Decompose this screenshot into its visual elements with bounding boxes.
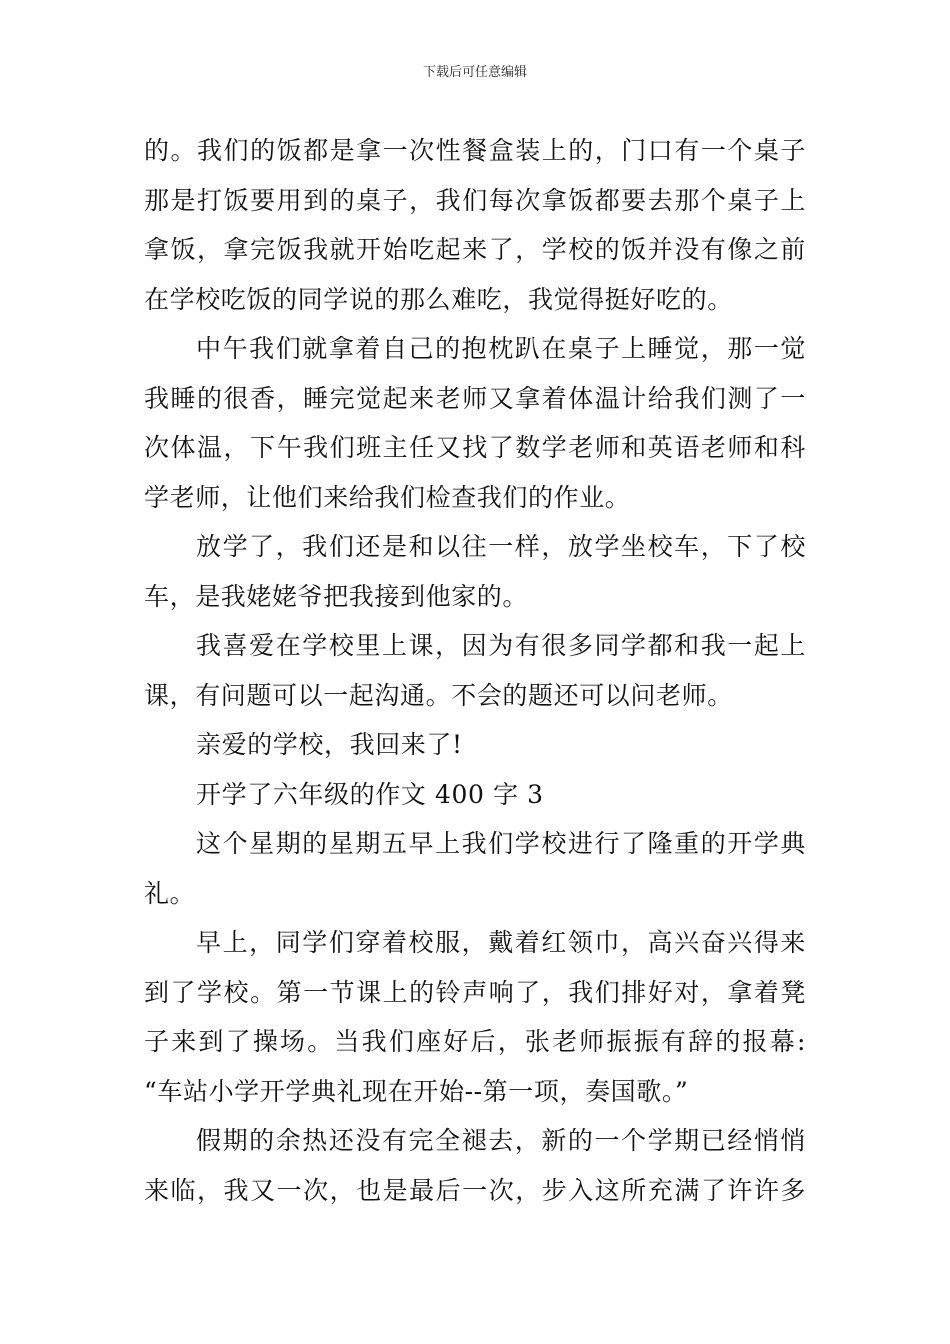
text-line: 那是打饭要用到的桌子，我们每次拿饭都要去那个桌子上 [144,185,806,215]
text-line: 我睡的很香，睡完觉起来老师又拿着体温计给我们测了一 [144,383,806,413]
text-line: 子来到了操场。当我们座好后，张老师振振有辞的报幕: [144,1027,806,1056]
paragraph-first-line: 我喜爱在学校里上课，因为有很多同学都和我一起上 [196,631,806,660]
paragraph-first-line: 假期的余热还没有完全褪去，新的一个学期已经悄悄 [196,1126,806,1155]
text-line: 课，有问题可以一起沟通。不会的题还可以问老师。 [144,680,733,710]
page-header: 下载后可任意编辑 [422,65,527,80]
paragraph-first-line: 早上，同学们穿着校服，戴着红领巾，高兴奋兴得来 [196,928,806,957]
text-line: 拿饭，拿完饭我就开始吃起来了，学校的饭并没有像之前 [144,235,806,264]
paragraph-first-line: 放学了，我们还是和以往一样，放学坐校车，下了校 [196,532,806,561]
text-line: 来临，我又一次，也是最后一次，步入这所充满了许许多 [144,1175,806,1205]
text-line: “车站小学开学典礼现在开始--第一项，奏国歌。” [144,1076,689,1106]
paragraph-first-line: 这个星期的星期五早上我们学校进行了隆重的开学典 [196,829,806,858]
paragraph-first-line: 亲爱的学校，我回来了! [196,730,463,759]
paragraph-first-line: 中午我们就拿着自己的抱枕趴在桌子上睡觉，那一觉 [196,334,806,363]
text-line: 车，是我姥姥爷把我接到他家的。 [144,581,529,611]
text-line: 礼。 [144,878,196,908]
essay-subtitle: 开学了六年级的作文 400 字 3 [196,779,544,809]
text-line: 在学校吃饭的同学说的那么难吃，我觉得挺好吃的。 [144,284,733,314]
text-line: 次体温，下午我们班主任又找了数学老师和英语老师和科 [144,433,806,462]
essay-body [144,126,806,1215]
text-line: 学老师，让他们来给我们检查我们的作业。 [144,482,631,512]
text-line: 到了学校。第一节课上的铃声响了，我们排好对，拿着凳 [144,977,806,1007]
text-line: 的。我们的饭都是拿一次性餐盒装上的，门口有一个桌子 [144,136,806,165]
